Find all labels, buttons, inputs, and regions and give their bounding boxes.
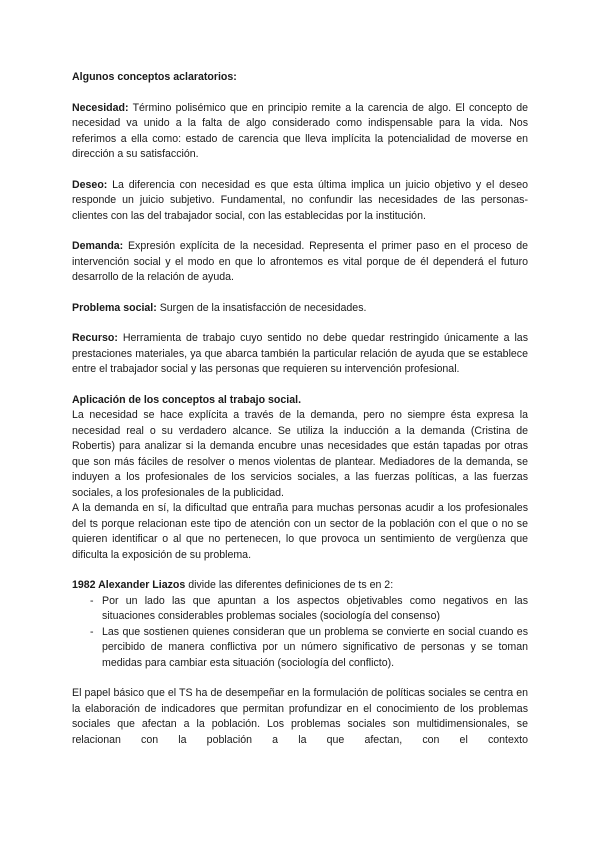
list-item bbox=[72, 625, 528, 672]
page-title: Algunos conceptos aclaratorios: bbox=[72, 71, 237, 83]
definition-necesidad bbox=[72, 101, 528, 163]
term-label: Necesidad: bbox=[72, 101, 129, 114]
term-label: Recurso: bbox=[72, 332, 118, 344]
application-paragraph-2: A la demanda en sí, la dificultad que entraña para muchas personas acudir a los profesionales del ts porque relacionan este tipo de atención con un sector de la población con el que o no se quieren identificar o al que no pertenecen, lo que provoca un sentimiento de vergüenza que dificulta la exposición de su problema. bbox=[72, 502, 528, 561]
liazos-list bbox=[72, 594, 528, 672]
list-item-text: Las que sostienen quienes consideran que un problema se convierte en social cuando es percibido de manera conflictiva por un número significativo de personas y se toman medidas para cambiar esta situación (sociología del conflicto). bbox=[102, 625, 528, 669]
definition-text: Término polisémico que en principio remite a la carencia de algo. El concepto de necesidad va unido a la falta de algo considerado como indispensable para la vida. Nos referimos a ella como: estado de carencia que lleva implícita la potencialidad de moverse en dirección a su satisfacción. bbox=[72, 101, 528, 160]
dash-bullet: - bbox=[90, 625, 94, 638]
definition-text: La diferencia con necesidad es que esta última implica un juicio objetivo y el deseo responde un juicio subjetivo. Fundamental, no confundir las necesidades de las personas-clientes con las del trabajador social, con las establecidas por la institución. bbox=[72, 178, 528, 222]
definition-problema-social bbox=[72, 301, 528, 317]
list-item-text: Por un lado las que apuntan a los aspectos objetivables como negativos en las situaciones considerables problemas sociales (sociología del consenso) bbox=[102, 594, 528, 622]
liazos-author: 1982 Alexander Liazos bbox=[72, 579, 186, 591]
definition-text: Herramienta de trabajo cuyo sentido no debe quedar restringido únicamente a las prestaciones materiales, ya que abarca también la particular relación de ayuda que se establece entre el trabajador social y las personas que requieren su intervención profesional. bbox=[72, 332, 528, 375]
term-label: Deseo: bbox=[72, 178, 108, 191]
liazos-intro-text: divide las diferentes definiciones de ts en 2: bbox=[185, 579, 394, 591]
definition-text: Surgen de la insatisfacción de necesidades. bbox=[156, 301, 367, 314]
section-title: Aplicación de los conceptos al trabajo social. bbox=[72, 393, 302, 406]
dash-bullet: - bbox=[90, 594, 94, 607]
document-page bbox=[72, 70, 528, 763]
definition-demanda bbox=[72, 239, 528, 286]
definition-deseo bbox=[72, 178, 528, 225]
list-item bbox=[72, 594, 528, 625]
term-label: Demanda: bbox=[72, 240, 124, 252]
definition-recurso bbox=[72, 331, 528, 378]
term-label: Problema social: bbox=[72, 301, 157, 314]
closing-paragraph: El papel básico que el TS ha de desempeñar en la formulación de políticas sociales se centra en la elaboración de indicadores que permitan profundizar en el conocimiento de los problemas sociales que afectan a la población. Los problemas sociales son multidimensionales, se relacionan con la población a la que afectan, con el contexto bbox=[72, 687, 528, 746]
application-paragraph-1: La necesidad se hace explícita a través de la demanda, pero no siempre ésta expresa la necesidad real o su verdadero alcance. Se utiliza la inducción a la demanda (Cristina de Robertis) para analizar si la demanda encubre unas necesidades que están tapadas por otras que son más fáciles de resolver o menos violentas de plantear. Mediadores de la demanda, se induyen a los profesionales de los servicios sociales, a las fuerzas políticas, a las fuerzas sociales, a los profesionales de la publicidad. bbox=[72, 409, 528, 499]
liazos-intro bbox=[72, 578, 528, 594]
definition-text: Expresión explícita de la necesidad. Representa el primer paso en el proceso de intervención social y el modo en que lo afrontemos es vital porque de él dependerá el futuro desarrollo de la relación de ayuda. bbox=[72, 240, 528, 283]
